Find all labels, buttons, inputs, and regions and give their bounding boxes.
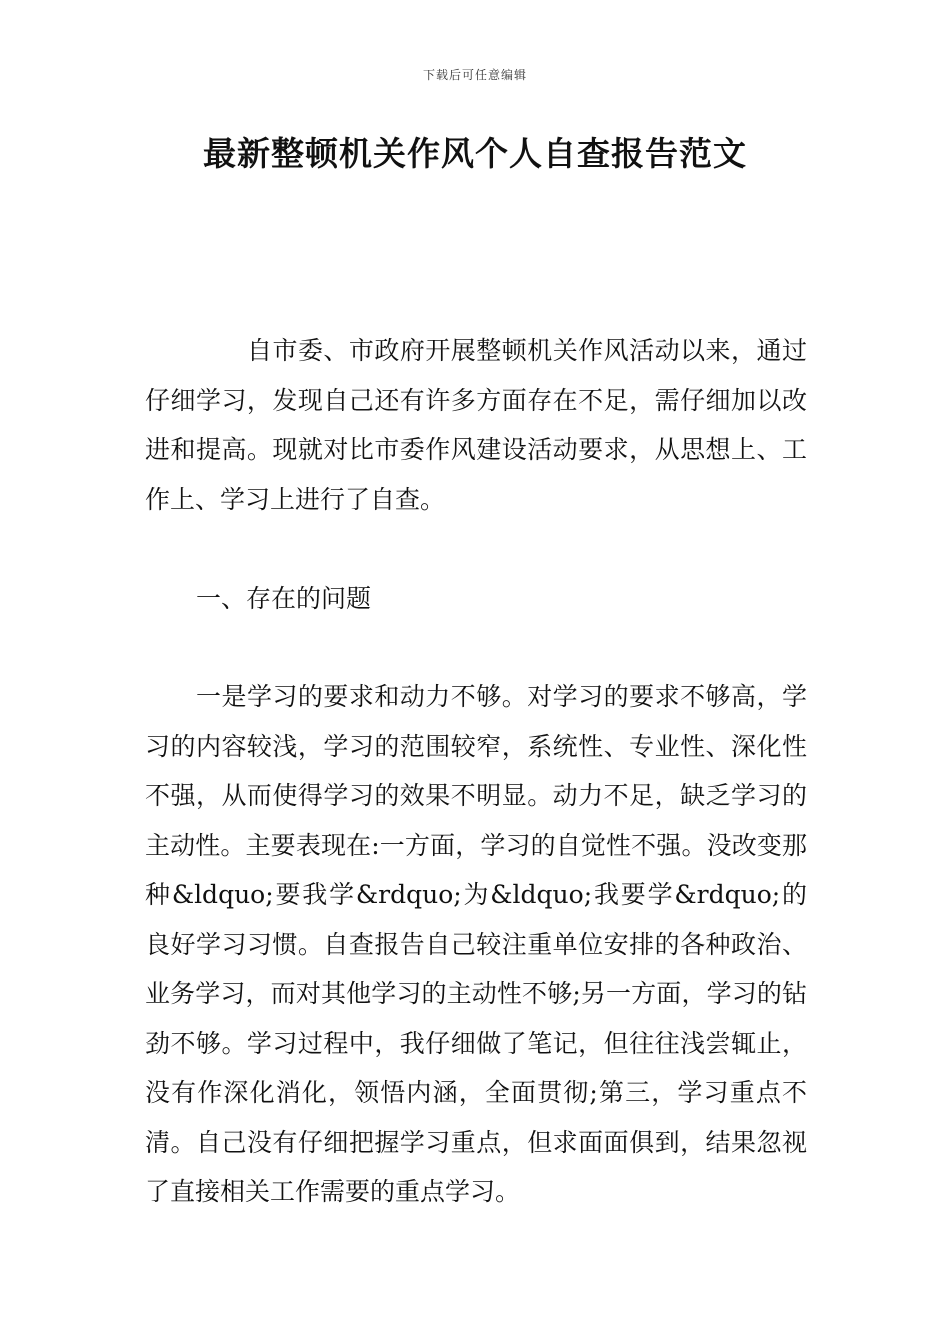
document-title: 最新整顿机关作风个人自查报告范文: [203, 134, 747, 173]
intro-paragraph: 自市委、市政府开展整顿机关作风活动以来，通过仔细学习，发现自己还有许多方面存在不足，需仔细加以改进和提高。现就对比市委作风建设活动要求，从思想上、工作上、学习上进行了自查。: [145, 336, 807, 514]
point-one-paragraph: 一是学习的要求和动力不够。对学习的要求不够高，学习的内容较浅，学习的范围较窄，系统性、专业性、深化性不强，从而使得学习的效果不明显。动力不足，缺乏学习的主动性。主要表现在:一方面，学习的自觉性不强。没改变那种&ldquo;要我学&rdquo;为&ldquo;我要学&rdquo;的良好学习习惯。自查报告自己较注重单位安排的各种政治、业务学习，而对其他学习的主动性不够;另一方面，学习的钻劲不够。学习过程中，我仔细做了笔记，但往往浅尝辄止，没有作深化消化，领悟内涵，全面贯彻;第三，学习重点不清。自己没有仔细把握学习重点，但求面面俱到，结果忽视了直接相关工作需要的重点学习。: [145, 682, 807, 1206]
header-note: 下载后可任意编辑: [422, 68, 527, 82]
section-heading: 一、存在的问题: [196, 584, 372, 613]
